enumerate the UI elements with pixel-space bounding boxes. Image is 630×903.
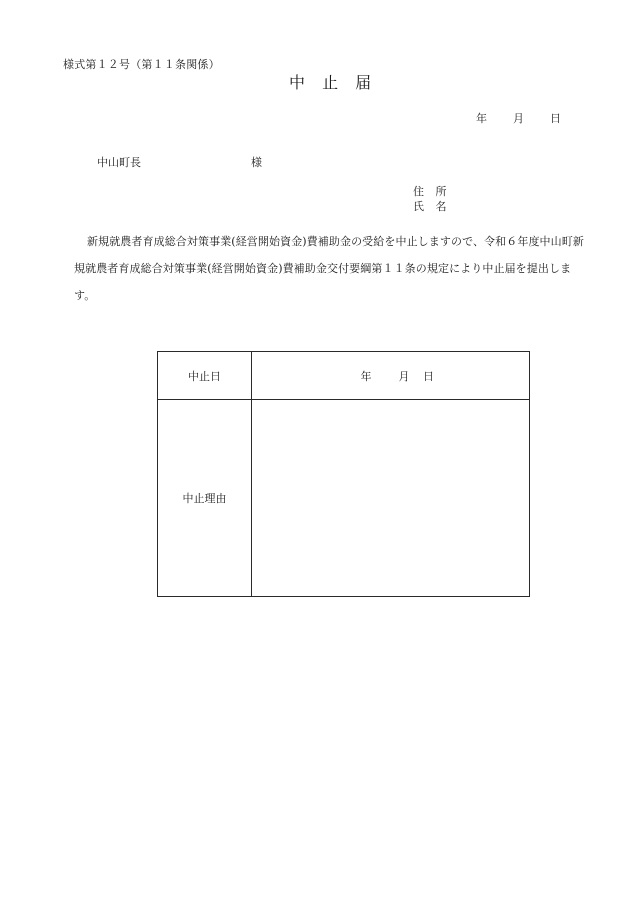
date-year-label: 年 (476, 112, 487, 125)
table-row-reason (158, 400, 530, 597)
cancellation-date-value (252, 368, 529, 384)
cancellation-date-label: 中止日 (158, 352, 252, 400)
addressee-honorific: 様 (251, 156, 262, 169)
addressee-name: 中山町長 (97, 156, 141, 169)
submission-date (476, 110, 561, 126)
applicant-address-label: 住 所 (413, 185, 451, 198)
table-date-year: 年 (360, 369, 372, 383)
cancellation-reason-label: 中止理由 (158, 400, 252, 597)
applicant-name-label: 氏 名 (413, 200, 451, 213)
cancellation-reason-field (252, 400, 530, 597)
body-paragraph: 新規就農者育成総合対策事業(経営開始資金)費補助金の受給を中止しますので、令和６年度中山町新規就農者育成総合対策事業(経営開始資金)費補助金交付要綱第１１条の規定により中止届を提出します。 (74, 235, 584, 302)
document-title: 中 止 届 (289, 73, 378, 92)
date-month-label: 月 (513, 112, 524, 125)
table-date-month: 月 (398, 369, 410, 383)
date-day-label: 日 (550, 112, 561, 125)
table-date-day: 日 (423, 369, 434, 383)
table-row-date (158, 352, 530, 400)
form-number: 様式第１２号（第１１条関係） (63, 58, 220, 71)
cancellation-date-field (252, 352, 530, 400)
cancellation-table (157, 351, 530, 597)
